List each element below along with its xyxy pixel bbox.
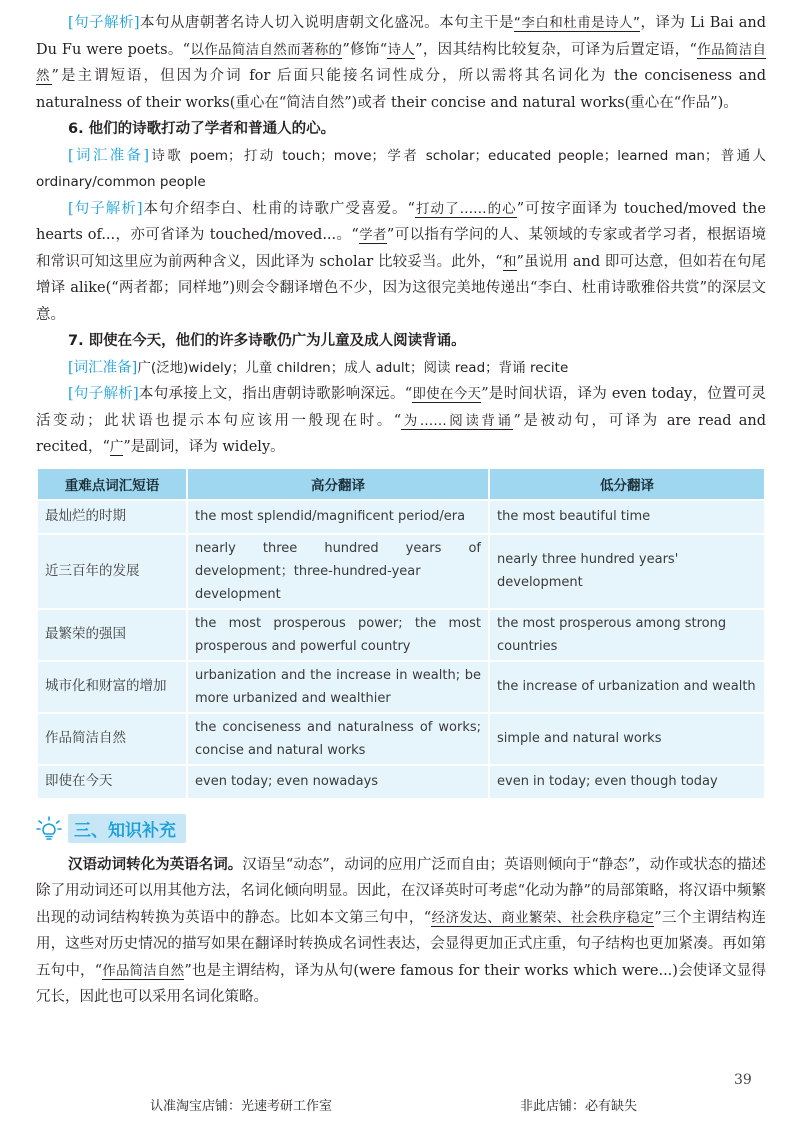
table-cell: 作品简洁自然 — [37, 713, 187, 765]
table-header: 重难点词汇短语 — [37, 468, 187, 500]
analysis-6: [句子解析]本句介绍李白、杜甫的诗歌广受喜爱。“打动了……的心”可按字面译为 touched/moved the hearts of...，亦可省译为 touched/moved...。“学者”可以指有学问的人、某领域的专家或者学习者，根据语境和常识可知这里应为前两种含义，因此译为 scholar 比较妥当。此外，“和”虽说用 and 即可达意，但如若在句尾增译 alike(“两者都；同样地”)则会令翻译增色不少，因为这很完美地传递出“李白、杜甫诗歌雅俗共赏”的深层文意。 — [36, 200, 767, 323]
table-row — [37, 713, 765, 765]
table-cell: the increase of urbanization and wealth — [489, 661, 765, 713]
vocab-translation-table — [36, 467, 766, 800]
paragraph-analysis-5: [句子解析]本句从唐朝著名诗人切入说明唐朝文化盛况。本句主干是“李白和杜甫是诗人”，译为 Li Bai and Du Fu were poets。“以作品简洁自然而著称的”修饰“诗人”，因其结构比较复杂，可译为后置定语，“作品简洁自然”是主谓短语，但因为介词 for 后面只能接名词性成分，所以需将其名词化为 the conciseness and naturalness of their works(重心在“简洁自然”)或者 their concise and natural works(重心在“作品”)。 — [36, 15, 767, 111]
section-header — [36, 814, 766, 844]
table-header: 低分翻译 — [489, 468, 765, 500]
vocab-prep-tag: [词汇准备] — [68, 147, 150, 164]
table-header: 高分翻译 — [187, 468, 489, 500]
table-cell: nearly three hundred years of development；three-hundred-year development — [187, 534, 489, 609]
analysis-7: [句子解析]本句承接上文，指出唐朝诗歌影响深远。“即使在今天”是时间状语，译为 even today，位置可灵活变动；此状语也提示本句应该用一般现在时。“为……阅读背诵”是被动句，可译为 are read and recited，“广”是副词，译为 widely。 — [36, 386, 767, 455]
footer-left: 认准淘宝店铺：光速考研工作室 — [150, 1099, 333, 1114]
sentence-7-heading: 7. 即使在今天，他们的许多诗歌仍广为儿童及成人阅读背诵。 — [68, 333, 466, 349]
table-cell: nearly three hundred years' development — [489, 534, 765, 609]
table-cell: 最灿烂的时期 — [37, 500, 187, 534]
vocab-6: [词汇准备]诗歌 poem；打动 touch；move；学者 scholar；educated people；learned man；普通人 ordinary/common people — [36, 147, 766, 190]
vocab-7: [词汇准备]广(泛地)widely；儿童 children；成人 adult；阅读 read；背诵 recite — [68, 359, 569, 376]
table-cell: 近三百年的发展 — [37, 534, 187, 609]
section-title: 三、知识补充 — [68, 814, 186, 843]
table-cell: the conciseness and naturalness of works; concise and natural works — [187, 713, 489, 765]
table-cell: the most splendid/magnificent period/era — [187, 500, 489, 534]
table-cell: even today; even nowadays — [187, 765, 489, 799]
table-row — [37, 661, 765, 713]
table-cell: even in today; even though today — [489, 765, 765, 799]
table-cell: the most prosperous power; the most prosperous and powerful country — [187, 609, 489, 661]
table-cell: the most prosperous among strong countries — [489, 609, 765, 661]
table-cell: simple and natural works — [489, 713, 765, 765]
table-row — [37, 500, 765, 534]
table-cell: 最繁荣的强国 — [37, 609, 187, 661]
sentence-analysis-tag: [句子解析] — [68, 386, 139, 402]
table-cell: 即使在今天 — [37, 765, 187, 799]
lightbulb-icon — [36, 816, 62, 842]
sentence-6-heading: 6. 他们的诗歌打动了学者和普通人的心。 — [68, 121, 336, 137]
table-header-row — [37, 468, 765, 500]
table-row — [37, 609, 765, 661]
table-cell: urbanization and the increase in wealth; be more urbanized and wealthier — [187, 661, 489, 713]
page-content — [36, 10, 766, 1011]
footer-right: 非此店铺：必有缺失 — [520, 1099, 638, 1114]
sentence-analysis-tag: [句子解析] — [68, 15, 140, 31]
page-number: 39 — [734, 1072, 752, 1088]
table-row — [37, 534, 765, 609]
supplement-paragraph: 汉语动词转化为英语名词。汉语呈“动态”，动词的应用广泛而自由；英语则倾向于“静态”，动作或状态的描述除了用动词还可以用其他方法，名词化倾向明显。因此，在汉译英时可考虑“化动为静”的局部策略，将汉语中频繁出现的动词结构转换为英语中的静态。比如本文第三句中，“经济发达、商业繁荣、社会秩序稳定”三个主谓结构连用，这些对历史情况的描写如果在翻译时转换成名词性表达，会显得更加正式庄重，句子结构也更加紧凑。再如第五句中，“作品简洁自然”也是主谓结构，译为从句(were famous for their works which were...)会使译文显得冗长，因此也可以采用名词化策略。 — [36, 856, 766, 1005]
vocab-prep-tag: [词汇准备] — [68, 359, 138, 376]
table-row — [37, 765, 765, 799]
table-cell: the most beautiful time — [489, 500, 765, 534]
sentence-analysis-tag: [句子解析] — [68, 200, 143, 217]
table-cell: 城市化和财富的增加 — [37, 661, 187, 713]
